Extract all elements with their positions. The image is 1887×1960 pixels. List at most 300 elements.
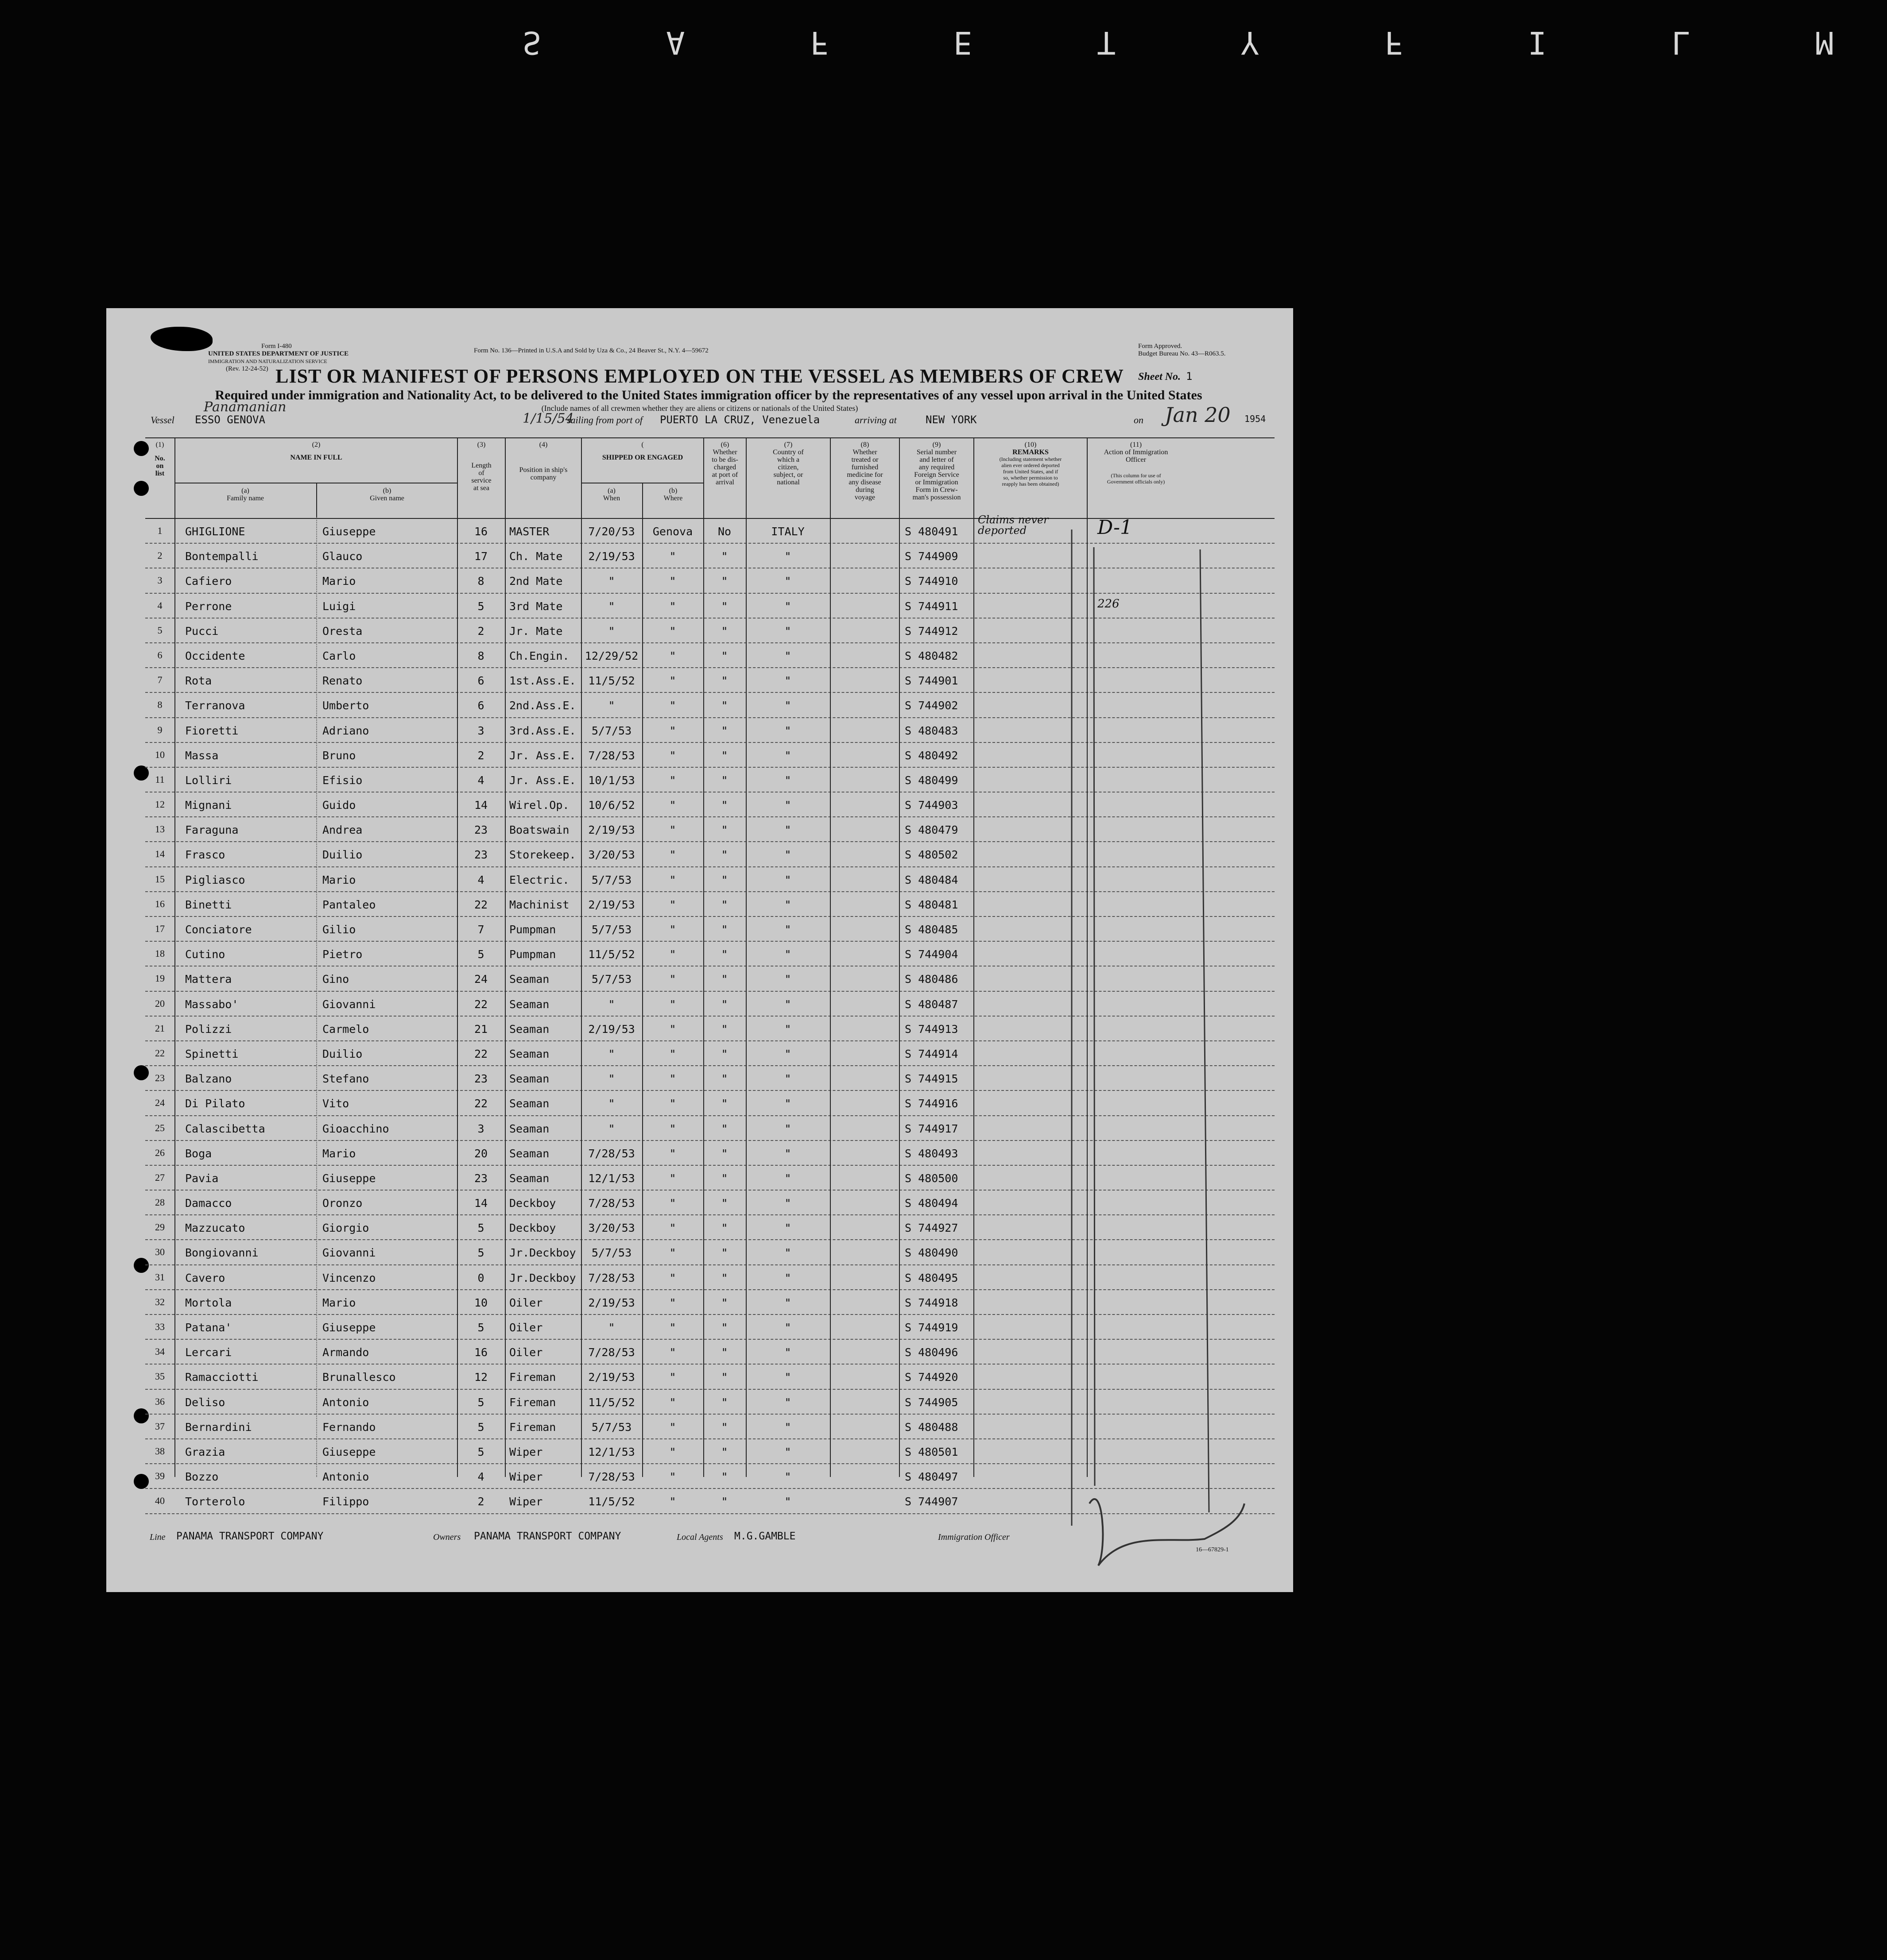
cell-position: Wiper bbox=[509, 1445, 543, 1458]
cell-family: Spinetti bbox=[185, 1047, 239, 1060]
cell-position: Storekeep. bbox=[509, 848, 576, 862]
cell-discharged: " bbox=[721, 799, 728, 812]
cell-no: 26 bbox=[155, 1147, 165, 1158]
cell-country: " bbox=[784, 1047, 791, 1060]
page-title: LIST OR MANIFEST OF PERSONS EMPLOYED ON THE VESSEL AS MEMBERS OF CREW bbox=[275, 365, 1124, 387]
cell-country: " bbox=[784, 1296, 791, 1309]
cell-no: 8 bbox=[157, 699, 163, 711]
cell-family: Mattera bbox=[185, 973, 232, 986]
table-row bbox=[145, 1265, 1275, 1290]
cell-serial: S 480491 bbox=[905, 525, 958, 538]
cell-given: Antonio bbox=[322, 1470, 369, 1484]
cell-serial: S 480481 bbox=[905, 898, 958, 911]
cell-given: Gino bbox=[322, 973, 349, 986]
cell-serial: S 480494 bbox=[905, 1197, 958, 1210]
cell-where: " bbox=[669, 923, 676, 936]
cell-given: Giuseppe bbox=[322, 1171, 376, 1185]
cell-serial: S 480487 bbox=[905, 997, 958, 1011]
cell-action: 226 bbox=[1097, 597, 1120, 611]
cell-country: " bbox=[784, 1420, 791, 1434]
cell-where: " bbox=[669, 1420, 676, 1434]
cell-given: Brunallesco bbox=[322, 1371, 396, 1384]
cell-no: 29 bbox=[155, 1222, 165, 1233]
cell-when: 7/28/53 bbox=[588, 1197, 635, 1210]
cell-discharged: " bbox=[721, 1246, 728, 1260]
cell-no: 16 bbox=[155, 898, 165, 909]
cell-no: 7 bbox=[157, 674, 163, 686]
col-header-remarks: (10) REMARKS (Including statement whether alien ever ordered deported from United States, and if so, whether permission to reapply has been obtained) bbox=[973, 438, 1087, 518]
cell-when: " bbox=[608, 575, 615, 588]
table-row bbox=[145, 1340, 1275, 1365]
cell-country: " bbox=[784, 1346, 791, 1359]
cell-position: Jr. Ass.E. bbox=[509, 773, 576, 787]
film-edge-marking: S A F E T Y F I L M bbox=[523, 24, 1887, 61]
cell-serial: S 480502 bbox=[905, 848, 958, 862]
cell-when: " bbox=[608, 699, 615, 712]
cell-family: Di Pilato bbox=[185, 1097, 245, 1110]
table-row bbox=[145, 544, 1275, 568]
cell-country: " bbox=[784, 1122, 791, 1135]
cell-country: " bbox=[784, 1396, 791, 1409]
cell-position: 2nd Mate bbox=[509, 575, 563, 588]
cell-serial: S 744913 bbox=[905, 1022, 958, 1036]
table-row bbox=[145, 1091, 1275, 1116]
cell-service: 24 bbox=[474, 973, 488, 986]
cell-country: " bbox=[784, 1022, 791, 1036]
cell-where: " bbox=[669, 724, 676, 737]
cell-no: 25 bbox=[155, 1122, 165, 1133]
cell-no: 20 bbox=[155, 997, 165, 1009]
column-rule bbox=[830, 517, 831, 1477]
cell-serial: S 744916 bbox=[905, 1097, 958, 1110]
cell-serial: S 480482 bbox=[905, 649, 958, 662]
col-header-discharged: (6) Whether to be dis- charged at port of arrival bbox=[703, 438, 746, 518]
cell-family: Mignani bbox=[185, 799, 232, 812]
cell-position: Pumpman bbox=[509, 948, 556, 961]
table-row bbox=[145, 1315, 1275, 1340]
cell-position: Boatswain bbox=[509, 823, 570, 837]
cell-family: Cavero bbox=[185, 1271, 225, 1284]
column-rule bbox=[505, 517, 506, 1477]
cell-given: Giuseppe bbox=[322, 1445, 376, 1458]
cell-serial: S 744905 bbox=[905, 1396, 958, 1409]
arrival-year: 1954 bbox=[1244, 414, 1266, 424]
cell-position: Wiper bbox=[509, 1495, 543, 1508]
cell-no: 21 bbox=[155, 1022, 165, 1034]
cell-service: 5 bbox=[477, 1445, 484, 1458]
cell-position: Wirel.Op. bbox=[509, 799, 570, 812]
cell-discharged: " bbox=[721, 1122, 728, 1135]
cell-given: Mario bbox=[322, 575, 356, 588]
cell-serial: S 480492 bbox=[905, 749, 958, 762]
cell-no: 31 bbox=[155, 1271, 165, 1283]
table-row bbox=[145, 1365, 1275, 1389]
cell-given: Pantaleo bbox=[322, 898, 376, 911]
cell-discharged: " bbox=[721, 973, 728, 986]
cell-given: Glauco bbox=[322, 550, 363, 563]
cell-when: 12/29/52 bbox=[585, 649, 639, 662]
crew-table bbox=[145, 437, 1275, 1514]
cell-no: 27 bbox=[155, 1171, 165, 1183]
table-row bbox=[145, 594, 1275, 619]
table-row bbox=[145, 568, 1275, 593]
cell-given: Filippo bbox=[322, 1495, 369, 1508]
form-number-block: Form I-480 UNITED STATES DEPARTMENT OF JUSTICE IMMIGRATION AND NATURALIZATION SERVICE (Rev. 12-24-52) bbox=[208, 343, 349, 372]
cell-no: 40 bbox=[155, 1495, 165, 1507]
cell-country: " bbox=[784, 1197, 791, 1210]
cell-service: 21 bbox=[474, 1022, 488, 1036]
column-rule bbox=[1087, 517, 1088, 1477]
cell-discharged: " bbox=[721, 1296, 728, 1309]
cell-service: 3 bbox=[477, 1122, 484, 1135]
cell-no: 15 bbox=[155, 873, 165, 885]
cell-no: 2 bbox=[157, 550, 163, 561]
arrival-date-handwritten: Jan 20 bbox=[1165, 403, 1231, 427]
cell-position: Deckboy bbox=[509, 1222, 556, 1235]
cell-position: Oiler bbox=[509, 1346, 543, 1359]
column-rule bbox=[457, 517, 458, 1477]
cell-service: 14 bbox=[474, 1197, 488, 1210]
cell-country: " bbox=[784, 799, 791, 812]
cell-given: Bruno bbox=[322, 749, 356, 762]
cell-when: 3/20/53 bbox=[588, 848, 635, 862]
cell-position: Seaman bbox=[509, 1171, 550, 1185]
cell-family: Faraguna bbox=[185, 823, 239, 837]
cell-given: Efisio bbox=[322, 773, 363, 787]
cell-discharged: " bbox=[721, 1420, 728, 1434]
cell-where: " bbox=[669, 1296, 676, 1309]
cell-given: Vito bbox=[322, 1097, 349, 1110]
cell-where: " bbox=[669, 749, 676, 762]
table-row bbox=[145, 917, 1275, 942]
cell-no: 9 bbox=[157, 724, 163, 735]
sheet-number: Sheet No. 1 bbox=[1138, 370, 1193, 383]
vessel-line: Vessel Panamanian ESSO GENOVA 1/15/54 sailing from port of PUERTO LA CRUZ, Venezuela arriving at NEW YORK on Jan 20 1954 bbox=[151, 399, 1266, 427]
cell-when: " bbox=[608, 624, 615, 638]
cell-discharged: " bbox=[721, 724, 728, 737]
cell-discharged: " bbox=[721, 898, 728, 911]
cell-discharged: " bbox=[721, 1097, 728, 1110]
cell-family: Massabo' bbox=[185, 997, 239, 1011]
table-row bbox=[145, 1215, 1275, 1240]
cell-no: 14 bbox=[155, 848, 165, 860]
cell-given: Duilio bbox=[322, 848, 363, 862]
table-row bbox=[145, 514, 1275, 544]
column-rule bbox=[899, 517, 900, 1477]
cell-position: Electric. bbox=[509, 873, 570, 886]
cell-country: " bbox=[784, 1222, 791, 1235]
cell-given: Armando bbox=[322, 1346, 369, 1359]
cell-service: 14 bbox=[474, 799, 488, 812]
column-rule bbox=[973, 517, 974, 1477]
cell-family: Polizzi bbox=[185, 1022, 232, 1036]
cell-service: 6 bbox=[477, 674, 484, 688]
table-row bbox=[145, 619, 1275, 643]
col-header-country: (7) Country of which a citizen, subject, or national bbox=[746, 438, 830, 518]
cell-given: Giuseppe bbox=[322, 1321, 376, 1334]
table-row bbox=[145, 867, 1275, 892]
cell-country: " bbox=[784, 923, 791, 936]
cell-discharged: " bbox=[721, 1197, 728, 1210]
cell-family: Cafiero bbox=[185, 575, 232, 588]
cell-service: 20 bbox=[474, 1147, 488, 1160]
cell-when: 5/7/53 bbox=[591, 1246, 632, 1260]
cell-when: 12/1/53 bbox=[588, 1171, 635, 1185]
cell-when: 7/28/53 bbox=[588, 1346, 635, 1359]
cell-position: Deckboy bbox=[509, 1197, 556, 1210]
table-row bbox=[145, 643, 1275, 668]
column-rule bbox=[746, 517, 747, 1477]
cell-no: 24 bbox=[155, 1097, 165, 1109]
cell-no: 34 bbox=[155, 1346, 165, 1357]
cell-where: " bbox=[669, 898, 676, 911]
cell-position: Seaman bbox=[509, 1047, 550, 1060]
table-row bbox=[145, 892, 1275, 917]
cell-position: Seaman bbox=[509, 1122, 550, 1135]
cell-discharged: " bbox=[721, 773, 728, 787]
cell-family: Ramacciotti bbox=[185, 1371, 259, 1384]
cell-serial: S 480483 bbox=[905, 724, 958, 737]
cell-given: Giovanni bbox=[322, 1246, 376, 1260]
col-header-family-name: (a) Family name bbox=[174, 483, 316, 502]
cell-when: 2/19/53 bbox=[588, 823, 635, 837]
col-header-where: (b) Where bbox=[642, 483, 703, 518]
table-row bbox=[145, 992, 1275, 1017]
cell-family: Conciatore bbox=[185, 923, 252, 936]
cell-service: 5 bbox=[477, 1321, 484, 1334]
cell-discharged: " bbox=[721, 749, 728, 762]
cell-no: 22 bbox=[155, 1047, 165, 1059]
cell-given: Antonio bbox=[322, 1396, 369, 1409]
cell-where: " bbox=[669, 1321, 676, 1334]
cell-no: 32 bbox=[155, 1296, 165, 1307]
cell-country: " bbox=[784, 749, 791, 762]
table-row bbox=[145, 1240, 1275, 1265]
col-header-name: (2) NAME IN FULL bbox=[174, 438, 457, 518]
cell-serial: S 744902 bbox=[905, 699, 958, 712]
cell-family: Frasco bbox=[185, 848, 225, 862]
cell-when: " bbox=[608, 1097, 615, 1110]
line-company: PANAMA TRANSPORT COMPANY bbox=[176, 1531, 324, 1542]
cell-given: Pietro bbox=[322, 948, 363, 961]
cell-family: Bongiovanni bbox=[185, 1246, 259, 1260]
arrival-port: NEW YORK bbox=[926, 414, 977, 426]
cell-where: " bbox=[669, 1445, 676, 1458]
cell-family: Boga bbox=[185, 1147, 212, 1160]
cell-country: " bbox=[784, 823, 791, 837]
cell-when: 2/19/53 bbox=[588, 1022, 635, 1036]
form-approved-block: Form Approved. Budget Bureau No. 43—R063.5. bbox=[1138, 343, 1226, 357]
cell-family: GHIGLIONE bbox=[185, 525, 245, 538]
cell-serial: S 744911 bbox=[905, 599, 958, 613]
table-row bbox=[145, 966, 1275, 991]
cell-country: " bbox=[784, 1072, 791, 1086]
cell-country: " bbox=[784, 674, 791, 688]
cell-position: 1st.Ass.E. bbox=[509, 674, 576, 688]
cell-service: 8 bbox=[477, 575, 484, 588]
cell-where: " bbox=[669, 848, 676, 862]
cell-where: " bbox=[669, 973, 676, 986]
cell-service: 22 bbox=[474, 1097, 488, 1110]
cell-when: 11/5/52 bbox=[588, 1396, 635, 1409]
cell-given: Umberto bbox=[322, 699, 369, 712]
cell-where: " bbox=[669, 1470, 676, 1484]
cell-country: " bbox=[784, 624, 791, 638]
cell-no: 38 bbox=[155, 1445, 165, 1457]
cell-family: Occidente bbox=[185, 649, 245, 662]
cell-when: 2/19/53 bbox=[588, 1296, 635, 1309]
cell-where: " bbox=[669, 948, 676, 961]
table-row bbox=[145, 1166, 1275, 1191]
cell-when: 10/6/52 bbox=[588, 799, 635, 812]
table-row bbox=[145, 1116, 1275, 1141]
departure-date-handwritten: 1/15/54 bbox=[523, 411, 574, 426]
cell-discharged: " bbox=[721, 873, 728, 886]
cell-service: 2 bbox=[477, 749, 484, 762]
cell-position: Machinist bbox=[509, 898, 570, 911]
col-header-medicine: (8) Whether treated or furnished medicine for any disease during voyage bbox=[830, 438, 899, 518]
table-row bbox=[145, 1415, 1275, 1439]
vessel-name: ESSO GENOVA bbox=[195, 414, 265, 426]
cell-position: Fireman bbox=[509, 1420, 556, 1434]
cell-given: Vincenzo bbox=[322, 1271, 376, 1284]
cell-where: " bbox=[669, 1495, 676, 1508]
cell-where: " bbox=[669, 1371, 676, 1384]
table-row bbox=[145, 1041, 1275, 1066]
table-row bbox=[145, 768, 1275, 793]
cell-when: 5/7/53 bbox=[591, 1420, 632, 1434]
cell-where: " bbox=[669, 1197, 676, 1210]
table-row bbox=[145, 1489, 1275, 1514]
flag-handwritten: Panamanian bbox=[204, 399, 287, 415]
cell-discharged: " bbox=[721, 948, 728, 961]
cell-country: " bbox=[784, 997, 791, 1011]
table-row bbox=[145, 1017, 1275, 1041]
cell-country: ITALY bbox=[771, 525, 805, 538]
cell-family: Calascibetta bbox=[185, 1122, 265, 1135]
cell-service: 5 bbox=[477, 1222, 484, 1235]
cell-position: Fireman bbox=[509, 1371, 556, 1384]
cell-service: 4 bbox=[477, 773, 484, 787]
cell-serial: S 744901 bbox=[905, 674, 958, 688]
cell-no: 4 bbox=[157, 599, 163, 611]
col-header-action: (11) Action of Immigration Officer (This column for use of Government officials only) bbox=[1087, 438, 1184, 518]
cell-discharged: " bbox=[721, 848, 728, 862]
cell-when: " bbox=[608, 1321, 615, 1334]
cell-serial: S 744904 bbox=[905, 948, 958, 961]
cell-position: Seaman bbox=[509, 973, 550, 986]
cell-position: Jr. Ass.E. bbox=[509, 749, 576, 762]
cell-when: 11/5/52 bbox=[588, 1495, 635, 1508]
cell-when: 10/1/53 bbox=[588, 773, 635, 787]
cell-serial: S 744920 bbox=[905, 1371, 958, 1384]
cell-no: 23 bbox=[155, 1072, 165, 1084]
cell-serial: S 480479 bbox=[905, 823, 958, 837]
column-rule bbox=[174, 517, 175, 1477]
cell-given: Guido bbox=[322, 799, 356, 812]
cell-discharged: " bbox=[721, 1147, 728, 1160]
table-row bbox=[145, 1439, 1275, 1464]
cell-position: 3rd.Ass.E. bbox=[509, 724, 576, 737]
cell-no: 1 bbox=[157, 525, 163, 536]
cell-no: 37 bbox=[155, 1420, 165, 1432]
cell-service: 4 bbox=[477, 1470, 484, 1484]
table-row bbox=[145, 1066, 1275, 1091]
cell-serial: S 744918 bbox=[905, 1296, 958, 1309]
cell-serial: S 744919 bbox=[905, 1321, 958, 1334]
cell-given: Stefano bbox=[322, 1072, 369, 1086]
cell-discharged: " bbox=[721, 1222, 728, 1235]
col-header-position: (4) Position in ship's company bbox=[505, 438, 581, 518]
cell-serial: S 480495 bbox=[905, 1271, 958, 1284]
table-row bbox=[145, 942, 1275, 966]
cell-country: " bbox=[784, 1147, 791, 1160]
cell-given: Renato bbox=[322, 674, 363, 688]
cell-service: 5 bbox=[477, 948, 484, 961]
cell-position: 2nd.Ass.E. bbox=[509, 699, 576, 712]
cell-country: " bbox=[784, 599, 791, 613]
cell-where: " bbox=[669, 1271, 676, 1284]
cell-service: 23 bbox=[474, 823, 488, 837]
cell-when: 7/28/53 bbox=[588, 749, 635, 762]
cell-discharged: " bbox=[721, 1396, 728, 1409]
cell-family: Lercari bbox=[185, 1346, 232, 1359]
cell-when: " bbox=[608, 1122, 615, 1135]
cell-where: " bbox=[669, 1097, 676, 1110]
cell-family: Bozzo bbox=[185, 1470, 219, 1484]
manifest-sheet: Form I-480 UNITED STATES DEPARTMENT OF JUSTICE IMMIGRATION AND NATURALIZATION SERVICE (Rev. 12-24-52) Form No. 136—Printed in U.S.A and Sold by Uza & Co., 24 Beaver St., N.Y. 4—59672 Form Approved. Budget Bureau No. 43—R063.5. LIST OR MANIFEST OF PERSONS EMPLOYED ON THE VESSEL AS MEMBERS OF CREW Sheet No. 1 Required under immigration and Nationality Act, to be delivered to the United States immigration officer by the representatives of any vessel upon arrival in the United States (Include names of all crewmen whether they are aliens or citizens or nationals of the United States) Vessel Panamanian ESSO GENOVA 1/15/54 sailing from port of PUERTO LA CRUZ, Venezuela arriving at NEW YORK on Jan 20 1954 (1) No. on list (2) NAME IN FULL (a) Family name (b) Given name (3) Length of service at sea (4) Position in ship's company ( SHIPPED OR ENGAGED (a) When (b) Where (6) Whether to be dis- charged at port of arrival (7) Country of which a citizen, subject, or national (8) Whether treated or furnished medicine for any disease during voyage (9) Serial number and letter of any required Foreign Service or Immigration Form in Crew- man's possession (10) REMARKS (Including statement whether alien ever ordered deported from United States, and if so, whether permission to reapply has been obtained) (11) Action of Immigration Officer (This column for use of Government officials only) 1 GHIGLIONE Giuseppe 16 MASTER 7/20/53 Genova No ITALY S 480491 Claims never deported D-1 2 Bontempalli Glauco 17 Ch. Mate 2/19/53 " " " S 744909 3 Cafiero Mario 8 2nd Mate " " " " S 744910 4 Perrone Luigi 5 3rd Mate " " " " S 744911 226 5 Pucci Oresta 2 Jr. Mate " " " " S 744912 6 Occidente Carlo 8 Ch.Engin. 12/29/52 " " " S 480482 7 Rota Renato 6 1st.Ass.E. 11/5/52 " " " S 744901 8 Terranova Umberto 6 2nd.Ass.E. " " " " S 744902 9 Fioretti Adriano 3 3rd.Ass.E. 5/7/53 " " " S 480483 10 Massa Bruno 2 Jr. Ass.E. 7/28/53 " " " S 480492 11 Lolliri Efisio 4 Jr. Ass.E. 10/1/53 " " " S 480499 12 Mignani Guido 14 Wirel.Op. 10/6/52 " " " S 744903 13 Faraguna Andrea 23 Boatswain 2/19/53 " " " S 480479 14 Frasco Duilio 23 Storekeep. 3/20/53 " " " S 480502 15 Pigliasco Mario 4 Electric. 5/7/53 " " " S 480484 16 Binetti Pantaleo 22 Machinist 2/19/53 " " " S 480481 17 Conciatore Gilio 7 Pumpman 5/7/53 " " " S 480485 18 Cutino Pietro 5 Pumpman 11/5/52 " " " S 744904 19 Mattera Gino 24 Seaman 5/7/53 " " " S 480486 20 Massabo' Giovanni 22 Seaman " " " " S 480487 21 Polizzi Carmelo 21 Seaman 2/19/53 " " " S 744913 22 Spinetti Duilio 22 Seaman " " " " S 744914 23 Balzano Stefano 23 Seaman " " " " S 744915 24 Di Pilato Vito 22 Seaman " " " " S 744916 25 Calascibetta Gioacchino 3 Seaman " " " " S 744917 26 Boga Mario 20 Seaman 7/28/53 " " " S 480493 27 Pavia Giuseppe 23 Seaman 12/1/53 " " " S 480500 28 Damacco Oronzo 14 Deckboy 7/28/53 " " " S 480494 29 Mazzucato Giorgio 5 Deckboy 3/20/53 " " " S 744927 30 Bongiovanni Giovanni 5 Jr.Deckboy 5/7/53 " " " S 480490 31 Cavero Vincenzo 0 Jr.Deckboy 7/28/53 " " " S 480495 32 Mortola Mario 10 Oiler 2/19/53 " " " S 744918 33 Patana' Giuseppe 5 Oiler " " " " S 744919 34 Lercari Armando 16 Oiler 7/28/53 " " " S 480496 35 Ramacciotti Brunallesco 12 Fireman 2/19/53 " " " S 744920 36 Deliso Antonio 5 Fireman 11/5/52 " " " S 744905 37 Bernardini Fernando 5 Fireman 5/7/53 " " " S 480488 38 Grazia Giuseppe 5 Wiper 12/1/53 " " " S 480501 39 Bozzo Antonio 4 Wiper 7/28/53 " " " S 480497 40 Torterolo Filippo 2 Wiper 11/5/52 " " " S 744907 Line PANAMA TRANSPORT COMPANY Owners PANAMA TRANSPORT COMPANY Local Agents M.G.GAMBLE Immigration Officer 16—67829-1 bbox=[106, 308, 1293, 1592]
cell-serial: S 480486 bbox=[905, 973, 958, 986]
cell-when: 7/28/53 bbox=[588, 1271, 635, 1284]
cell-where: " bbox=[669, 575, 676, 588]
cell-no: 13 bbox=[155, 823, 165, 835]
ink-blot bbox=[151, 327, 213, 351]
cell-serial: S 744907 bbox=[905, 1495, 958, 1508]
cell-family: Perrone bbox=[185, 599, 232, 613]
cell-given: Carmelo bbox=[322, 1022, 369, 1036]
cell-family: Mortola bbox=[185, 1296, 232, 1309]
cell-discharged: " bbox=[721, 649, 728, 662]
cell-when: 7/28/53 bbox=[588, 1470, 635, 1484]
column-rule-dotted bbox=[316, 517, 317, 1477]
table-body bbox=[145, 514, 1275, 1514]
cell-service: 2 bbox=[477, 1495, 484, 1508]
cell-country: " bbox=[784, 724, 791, 737]
cell-where: " bbox=[669, 997, 676, 1011]
cell-family: Binetti bbox=[185, 898, 232, 911]
cell-when: 2/19/53 bbox=[588, 898, 635, 911]
col-header-no: (1) No. on list bbox=[155, 441, 165, 477]
cell-when: 5/7/53 bbox=[591, 923, 632, 936]
cell-discharged: " bbox=[721, 1445, 728, 1458]
cell-country: " bbox=[784, 1097, 791, 1110]
cell-position: Seaman bbox=[509, 1097, 550, 1110]
cell-given: Giorgio bbox=[322, 1222, 369, 1235]
cell-when: 5/7/53 bbox=[591, 973, 632, 986]
table-row bbox=[145, 1464, 1275, 1489]
cell-service: 22 bbox=[474, 997, 488, 1011]
cell-service: 5 bbox=[477, 1396, 484, 1409]
table-row bbox=[145, 817, 1275, 842]
cell-serial: S 480485 bbox=[905, 923, 958, 936]
cell-where: " bbox=[669, 799, 676, 812]
cell-service: 5 bbox=[477, 599, 484, 613]
cell-no: 17 bbox=[155, 923, 165, 934]
cell-family: Rota bbox=[185, 674, 212, 688]
cell-where: " bbox=[669, 1396, 676, 1409]
cell-given: Mario bbox=[322, 873, 356, 886]
cell-serial: S 744912 bbox=[905, 624, 958, 638]
